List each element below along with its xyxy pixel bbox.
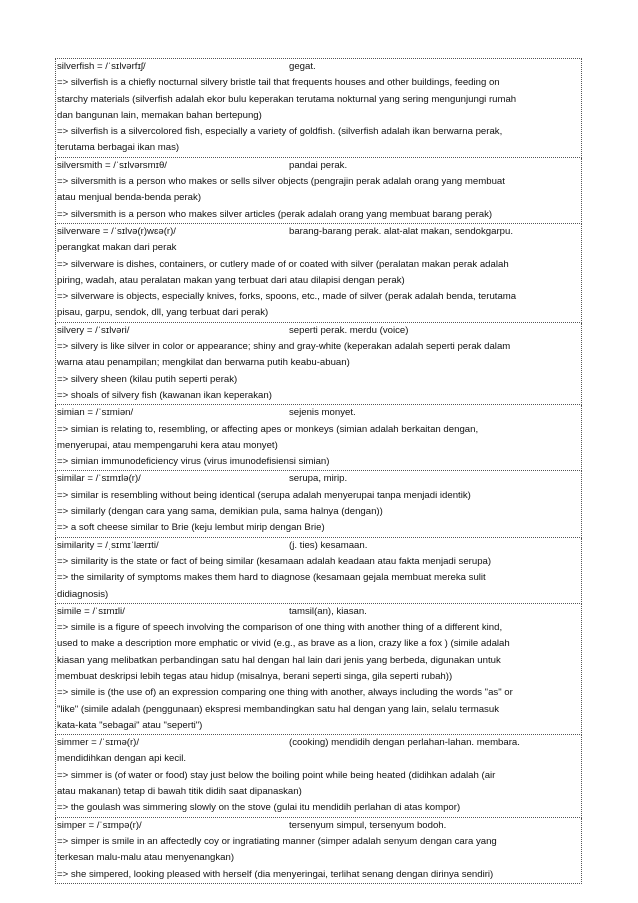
definition-line: => simian immunodeficiency virus (virus imunodefisiensi simian) — [57, 456, 330, 468]
definition-line: dan bangunan lain, memakan bahan bertepung) — [57, 109, 262, 121]
definition-line: => silverfish is a silvercolored fish, especially a variety of goldfish. (silverfish adalah ikan berwarna perak, — [57, 126, 503, 138]
dictionary-entry — [55, 405, 582, 471]
translation: barang-barang perak. alat-alat makan, sendokgarpu. — [289, 225, 513, 237]
definition-line: => silvery is like silver in color or appearance; shiny and gray-white (keperakan adalah seperti perak dalam — [57, 341, 511, 353]
definition-line: kiasan yang melibatkan perbandingan satu hal dengan hal lain dari jenis yang berbeda, digunakan untuk — [57, 654, 501, 666]
entry-header — [56, 405, 581, 421]
headword: simian = /ˈsɪmiən/ — [57, 407, 134, 419]
headword: similar = /ˈsɪmɪlə(r)/ — [57, 473, 141, 485]
definition-line: => similar is resembling without being identical (serupa adalah menyerupai tanpa menjadi identik) — [57, 489, 471, 501]
headword: simmer = /ˈsɪmə(r)/ — [57, 737, 140, 749]
translation: pandai perak. — [289, 159, 348, 171]
translation: serupa, mirip. — [289, 473, 348, 485]
entry-header — [56, 224, 581, 240]
definition-line: starchy materials (silverfish adalah ekor bulu keperakan terutama nokturnal yang sering mengunjungi rumah — [57, 93, 517, 105]
headword: silverfish = /ˈsɪlvərfɪʃ/ — [57, 61, 146, 72]
dictionary-page — [55, 58, 582, 884]
dictionary-entry — [55, 158, 582, 224]
entry-header — [56, 538, 581, 554]
dictionary-entry — [55, 735, 582, 817]
definition-line: => simian is relating to, resembling, or affecting apes or monkeys (simian adalah berkaitan dengan, — [57, 423, 479, 435]
dictionary-entry — [55, 471, 582, 537]
definition-line: => the goulash was simmering slowly on the stove (gulai itu mendidih perlahan di atas kompor) — [57, 802, 461, 814]
definition-line: => simmer is (of water or food) stay just below the boiling point while being heated (didihkan adalah (air — [57, 769, 496, 781]
definition-line: warna atau penampilan; mengkilat dan berwarna putih keabu-abuan) — [57, 357, 350, 369]
translation: sejenis monyet. — [289, 407, 356, 419]
definition-line: kata-kata "sebagai" atau "seperti") — [57, 719, 203, 731]
definition-line: => a soft cheese similar to Brie (keju lembut mirip dengan Brie) — [57, 522, 325, 534]
translation: seperti perak. merdu (voice) — [289, 324, 409, 336]
definition-line: => silverfish is a chiefly nocturnal silvery bristle tail that frequents houses and other buildings, feeding on — [57, 77, 500, 89]
translation: tamsil(an), kiasan. — [289, 605, 367, 617]
definition-line: perangkat makan dari perak — [57, 242, 177, 254]
definition-line: => similarity is the state or fact of being similar (kesamaan adalah keadaan atau fakta menjadi serupa) — [57, 555, 492, 567]
definition-line: membuat deskripsi lebih tegas atau hidup (misalnya, berani seperti singa, gila seperti rubah)) — [57, 670, 453, 682]
translation: tersenyum simpul, tersenyum bodoh. — [289, 819, 447, 831]
definition-line: "like" (simile adalah (penggunaan) ekspresi membandingkan satu hal dengan yang lain, selalu termasuk — [57, 703, 499, 715]
headword: simile = /ˈsɪmɪli/ — [57, 605, 125, 617]
translation: gegat. — [289, 61, 316, 72]
dictionary-entry — [55, 224, 582, 323]
entry-header — [56, 323, 581, 339]
translation: (cooking) mendidih dengan perlahan-lahan. membara. — [289, 737, 520, 749]
headword: silverware = /ˈsɪlvə(r)wɛə(r)/ — [57, 225, 176, 237]
definition-line: => shoals of silvery fish (kawanan ikan keperakan) — [57, 389, 272, 401]
definition-line: => the similarity of symptoms makes them hard to diagnose (kesamaan gejala membuat mereka sulit — [57, 572, 486, 584]
definition-line: => silverware is dishes, containers, or cutlery made of or coated with silver (peralatan makan perak adalah — [57, 258, 509, 270]
headword: silvery = /ˈsɪlvəri/ — [57, 324, 130, 336]
entry-header — [56, 158, 581, 174]
headword: silversmith = /ˈsɪlvərsmɪθ/ — [57, 159, 167, 171]
headword: similarity = /ˌsɪmɪˈlærɪti/ — [57, 539, 159, 551]
definition-line: atau makanan) tetap di bawah titik didih saat dipanaskan) — [57, 786, 302, 798]
definition-line: atau menjual benda-benda perak) — [57, 192, 202, 204]
definition-line: => silversmith is a person who makes silver articles (perak adalah orang yang membuat barang perak) — [57, 208, 493, 220]
entry-header — [56, 735, 581, 751]
definition-line: => silverware is objects, especially knives, forks, spoons, etc., made of silver (perak adalah benda, terutama — [57, 291, 517, 303]
definition-line: mendidihkan dengan api kecil. — [57, 753, 187, 765]
definition-line: pisau, garpu, sendok, dll, yang terbuat dari perak) — [57, 307, 269, 319]
translation: (j. ties) kesamaan. — [289, 539, 368, 551]
entry-header — [56, 471, 581, 487]
dictionary-entry — [55, 323, 582, 405]
definition-line: didiagnosis) — [57, 588, 109, 600]
entry-header — [56, 818, 581, 834]
definition-line: used to make a description more emphatic or vivid (e.g., as brave as a lion, crazy like a fox ) (simile adalah — [57, 638, 510, 650]
definition-line: => simile is (the use of) an expression comparing one thing with another, always including the words "as" or — [57, 687, 513, 699]
dictionary-entry — [55, 58, 582, 158]
entry-header — [56, 604, 581, 620]
definition-line: => simile is a figure of speech involving the comparison of one thing with another thing of a different kind, — [57, 622, 503, 634]
definition-line: => she simpered, looking pleased with herself (dia menyeringai, terlihat senang dengan dirinya sendiri) — [57, 868, 494, 880]
definition-line: => silvery sheen (kilau putih seperti perak) — [57, 373, 238, 385]
dictionary-entry — [55, 538, 582, 604]
definition-line: => similarly (dengan cara yang sama, demikian pula, sama halnya (dengan)) — [57, 506, 383, 518]
definition-line: terkesan malu-malu atau menyenangkan) — [57, 852, 235, 864]
definition-line: => simper is smile in an affectedly coy or ingratiating manner (simper adalah senyum dengan cara yang — [57, 835, 497, 847]
definition-line: => silversmith is a person who makes or sells silver objects (pengrajin perak adalah orang yang membuat — [57, 176, 505, 188]
dictionary-entry — [55, 818, 582, 884]
headword: simper = /ˈsɪmpə(r)/ — [57, 819, 142, 831]
dictionary-entry — [55, 604, 582, 735]
definition-line: menyerupai, atau mempengaruhi kera atau monyet) — [57, 439, 278, 451]
entry-header — [56, 59, 581, 75]
definition-line: terutama berbagai ikan mas) — [57, 142, 180, 154]
definition-line: piring, wadah, atau peralatan makan yang terbuat dari atau dilapisi dengan perak) — [57, 274, 405, 286]
